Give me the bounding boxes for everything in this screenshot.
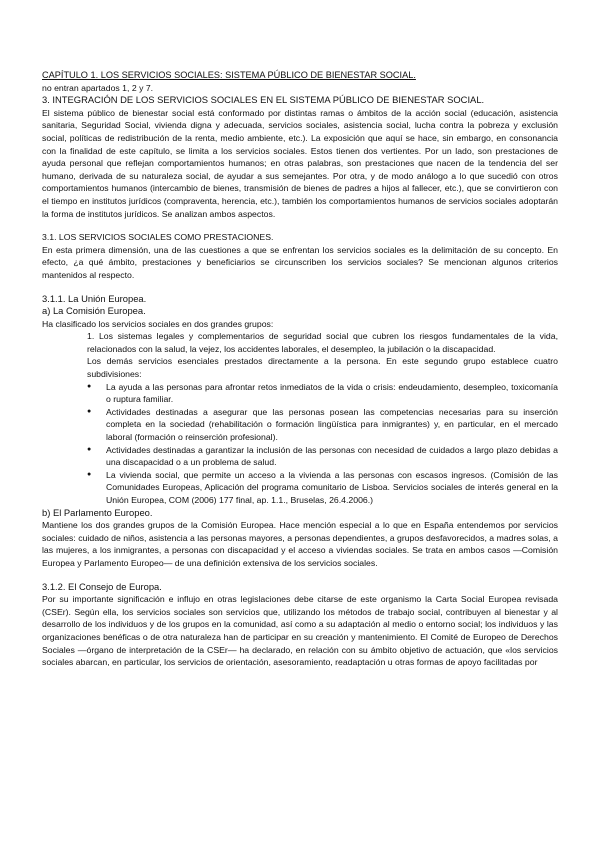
bullet-item: ● Actividades destinadas a asegurar que las personas posean las competencias necesarias para su inserción completa en la sociedad (rehabilitación o formación lingüística para inmigrantes) y, en particular, en el mercado laboral (formación o reinserción profesional).	[106, 406, 558, 444]
scope-note: no entran apartados 1, 2 y 7.	[42, 82, 154, 93]
section-3-paragraph: El sistema público de bienestar social está conformado por distintas ramas o ámbitos de la acción social (educación, asistencia sanitaria, Seguridad Social, vivienda digna y adecuada, servicios sociales, asistencia social, lucha contra la pobreza y exclusión social, políticas de redistribución de la renta, medio ambiente, etc.). La exposición que aquí se hace, sin embargo, en consonancia con la finalidad de este capítulo, se limita a los servicios sociales. Estos tienen dos vertientes. Por un lado, son prestaciones de ayuda personal que reflejan comportamientos humanos; en otras palabras, son prestaciones que nacen de la tendencia del ser humano, derivada de su naturaleza social, de ayudar a sus semejantes. Por otra, y de modo análogo a lo que sucedió con otros comportamientos humanos (intercambio de bienes, transmisión de bienes de padres a hijos al fallecer, etc.), que se convirtieron con el tiempo en institutos jurídicos (compraventa, herencia, etc.), también los comportamientos humanos de servicios sociales adoptarán la forma de institutos jurídicos. Se analizan ambos aspectos.	[42, 107, 558, 219]
section-3-1-title: 3.1. LOS SERVICIOS SOCIALES COMO PRESTACIONES.	[42, 232, 274, 243]
section-3-1-1-title: 3.1.1. La Unión Europea.	[42, 292, 147, 304]
bullet-item: ● La vivienda social, que permite un acceso a la vivienda a las personas con escasos ingresos. (Comisión de las Comunidades Europeas, Aplicación del programa comunitario de Lisboa. Servicios sociales de interés general en la Unión Europea, COM (2006) 177 final, ap. 1.1., Bruselas, 26.4.2006.)	[106, 469, 558, 507]
subsection-a-intro: Ha clasificado los servicios sociales en dos grandes grupos:	[42, 318, 274, 329]
subsection-b-paragraph: Mantiene los dos grandes grupos de la Comisión Europea. Hace mención especial a lo que en España entendemos por servicios sociales: cuidado de niños, asistencia a las personas mayores, a personas dependientes, a grupos desfavorecidos, a madres solas, a las mujeres, a los inmigrantes, a personas con discapacidad y el acceso a viviendas sociales. Se trata en ambos casos —Comisión Europea y Parlamento Europeo— de una definición extensiva de los servicios sociales.	[42, 520, 558, 568]
bullet-item: ● La ayuda a las personas para afrontar retos inmediatos de la vida o crisis: endeudamiento, desempleo, toxicomanía o ruptura familiar.	[106, 381, 558, 406]
group-1-item: 1. Los sistemas legales y complementarios de seguridad social que cubren los riesgos fundamentales de la vida, relacionados con la salud, la vejez, los accidentes laborales, el desempleo, la jubilación o la discapacidad.	[87, 331, 558, 354]
group-2-item: Los demás servicios esenciales prestados directamente a la persona. En este segundo grupo establece cuatro subdivisiones:	[87, 356, 558, 380]
chapter-title: CAPÍTULO 1. LOS SERVICIOS SOCIALES: SISTEMA PÚBLICO DE BIENESTAR SOCIAL.	[42, 70, 416, 80]
subsection-a-title: a) La Comisión Europea.	[42, 305, 146, 317]
subsection-b-title: b) El Parlamento Europeo.	[42, 506, 153, 518]
section-3-1-2-paragraph: Por su importante significación e influjo en otras legislaciones debe citarse de este organismo la Carta Social Europea revisada (CSEr). Según ella, los servicios sociales son servicios que, utilizando los métodos de trabajo social, contribuyen al bienestar y al desarrollo de los individuos y de los grupos en la comunidad, así como a su adaptación al medio o entorno social; los individuos y las organizaciones benéficas o de otra naturaleza han de participar en su creación y mantenimiento. El Comité de Europeo de Derechos Sociales —órgano de interpretación de la CSEr— ha declarado, en relación con su ámbito objetivo de actuación, que «los servicios sociales abarcan, en particular, los servicios de orientación, asesoramiento, readaptación u otras formas de apoyo facilitadas por	[42, 594, 558, 668]
bullet-item: ● Actividades destinadas a garantizar la inclusión de las personas con necesidad de cuidados a largo plazo debidas a una discapacidad o a un problema de salud.	[106, 444, 558, 469]
section-3-1-2-title: 3.1.2. El Consejo de Europa.	[42, 580, 162, 592]
section-3-1-paragraph: En esta primera dimensión, una de las cuestiones a que se enfrentan los servicios sociales es la delimitación de su concepto. En efecto, ¿a qué ámbito, prestaciones y beneficiarios se circunscriben los servicios sociales? Se mencionan algunos criterios mantenidos al respecto.	[42, 244, 558, 280]
subdivision-list	[42, 381, 558, 507]
section-3-title: 3. INTEGRACIÓN DE LOS SERVICIOS SOCIALES EN EL SISTEMA PÚBLICO DE BIENESTAR SOCIAL.	[42, 94, 485, 106]
